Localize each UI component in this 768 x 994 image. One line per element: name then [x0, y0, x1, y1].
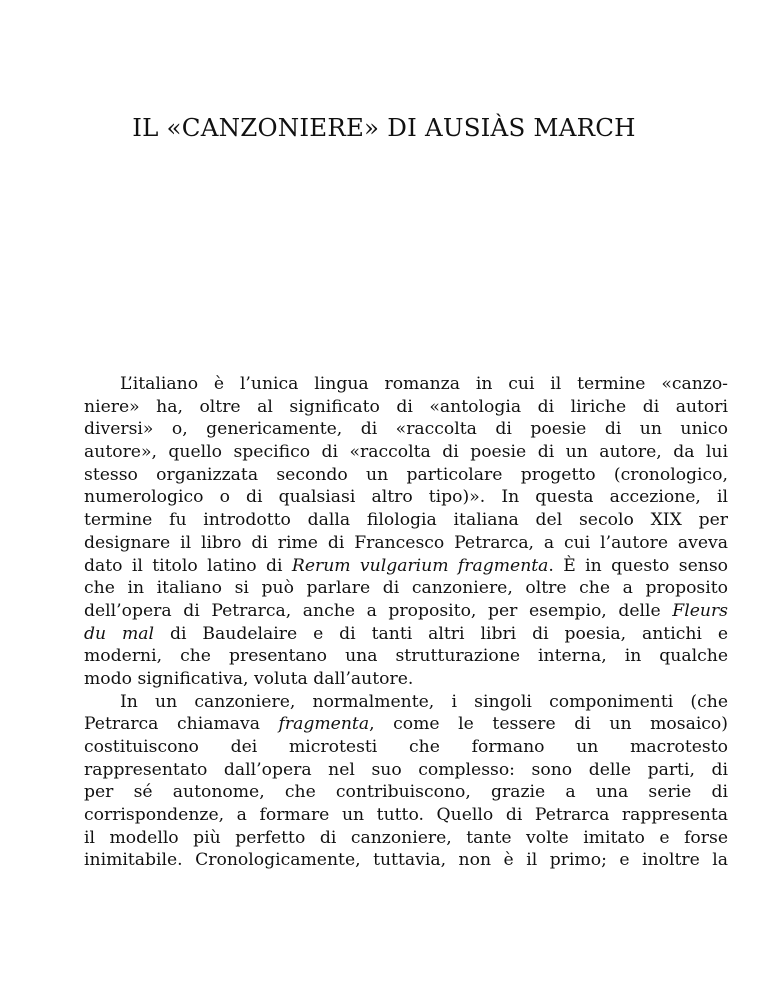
line-text: dato il titolo latino di: [84, 555, 292, 576]
line-text: moderni, che presentano una strutturazione interna, in qualche: [84, 646, 728, 667]
text-line: [84, 827, 728, 850]
line-text: In un canzoniere, normalmente, i singoli componimenti (che: [120, 691, 728, 712]
line-text: diversi» o, genericamente, di «raccolta di poesie di un unico: [84, 419, 728, 440]
line-text: dell’opera di Petrarca, anche a proposito, per esempio, delle: [84, 600, 673, 621]
text-line: [84, 373, 728, 396]
line-text: il modello più perfetto di canzoniere, tante volte imitato e forse: [84, 827, 728, 848]
line-text: designare il libro di rime di Francesco Petrarca, a cui l’autore aveva: [84, 532, 728, 553]
text-line: [84, 441, 728, 464]
line-text: modo significativa, voluta dall’autore.: [84, 668, 414, 689]
text-line: [84, 668, 728, 691]
line-text: . È in questo senso: [548, 555, 728, 576]
line-text: inimitabile. Cronologicamente, tuttavia, non è il primo; e inoltre la: [84, 850, 728, 871]
text-line: [84, 600, 728, 623]
line-text: autore», quello specifico di «raccolta di poesie di un autore, da lui: [84, 442, 728, 463]
text-line: [84, 486, 728, 509]
paragraph: [84, 373, 728, 691]
text-line: [84, 532, 728, 555]
text-line: [84, 736, 728, 759]
italic-title: Fleurs: [672, 600, 728, 621]
text-line: [84, 804, 728, 827]
line-text: numerologico o di qualsiasi altro tipo)». In questa accezione, il: [84, 487, 728, 508]
text-line: [84, 418, 728, 441]
italic-title: Rerum vulgarium fragmenta: [291, 555, 549, 576]
text-line: [84, 849, 728, 872]
text-line: [84, 623, 728, 646]
chapter-title: IL «CANZONIERE» DI AUSIÀS MARCH: [132, 113, 636, 142]
text-line: [84, 713, 728, 736]
text-line: [84, 645, 728, 668]
italic-title: fragmenta: [278, 714, 370, 735]
line-text: termine fu introdotto dalla filologia italiana del secolo XIX per: [84, 510, 728, 531]
text-line: [84, 781, 728, 804]
line-text: costituiscono dei microtesti che formano un macrotesto: [84, 737, 728, 757]
line-text: , come le tessere di un mosaico): [369, 714, 728, 735]
line-text: di Baudelaire e di tanti altri libri di poesia, antichi e: [154, 623, 728, 644]
text-line: [84, 555, 728, 578]
line-text: che in italiano si può parlare di canzoniere, oltre che a proposito: [84, 578, 728, 599]
line-text: Petrarca chiamava: [84, 714, 279, 735]
text-line: [84, 691, 728, 714]
line-text: stesso organizzata secondo un particolare progetto (cronologico,: [84, 464, 728, 485]
italic-title: du mal: [84, 623, 155, 644]
paragraph: [84, 691, 728, 873]
text-line: [84, 509, 728, 532]
line-text: corrispondenze, a formare un tutto. Quello di Petrarca rappresenta: [84, 805, 728, 826]
text-line: [84, 464, 728, 487]
line-text: L’italiano è l’unica lingua romanza in cui il termine «canzo-: [120, 374, 728, 394]
text-line: [84, 396, 728, 419]
line-text: per sé autonome, che contribuiscono, grazie a una serie di: [84, 782, 728, 803]
text-line: [84, 759, 728, 782]
line-text: niere» ha, oltre al significato di «antologia di liriche di autori: [84, 396, 728, 417]
text-line: [84, 577, 728, 600]
body-text: [84, 373, 728, 872]
line-text: rappresentato dall’opera nel suo complesso: sono delle parti, di: [84, 759, 728, 780]
